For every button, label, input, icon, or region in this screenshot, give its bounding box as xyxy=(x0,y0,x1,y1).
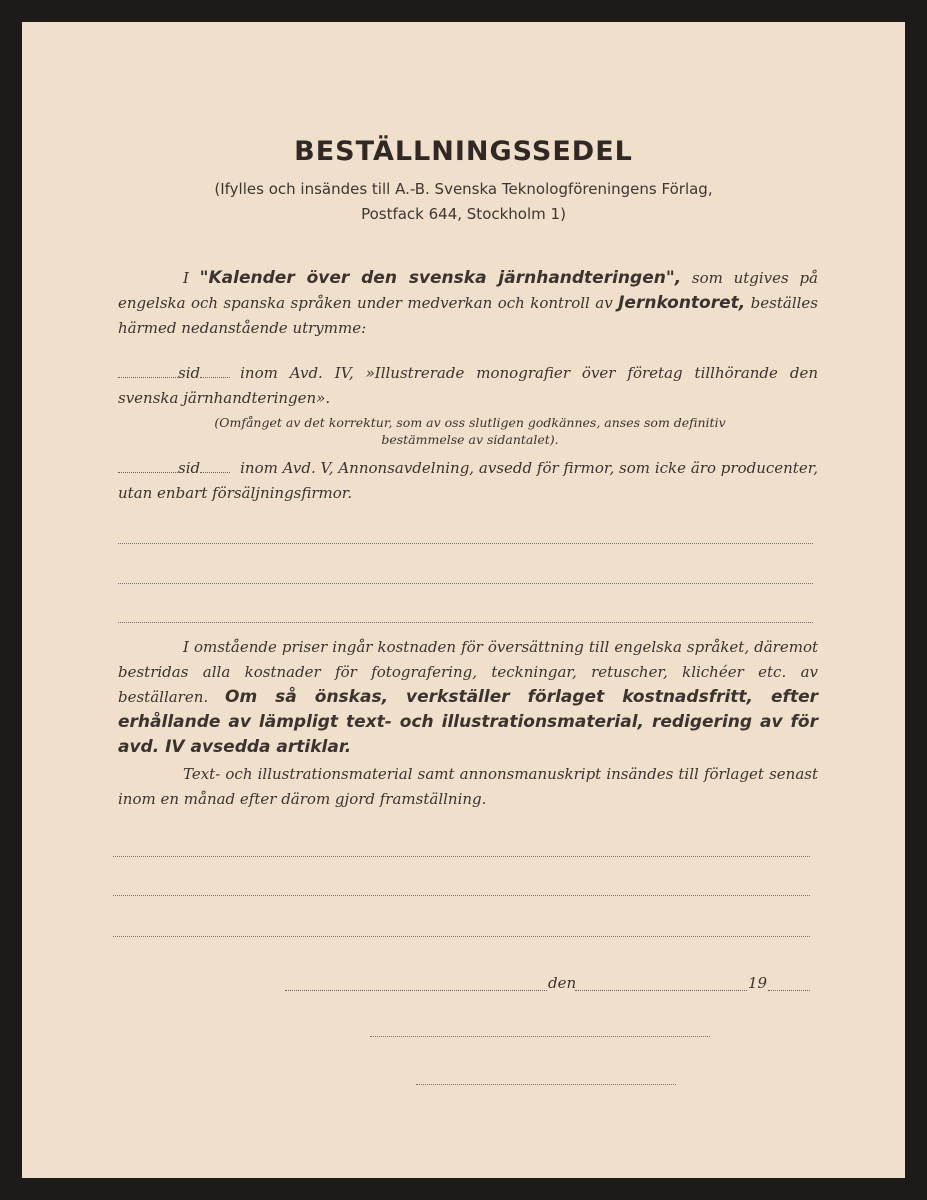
costs-paragraph xyxy=(118,635,818,760)
date-field[interactable] xyxy=(575,990,747,991)
sid-blank-avd-v[interactable] xyxy=(200,458,230,473)
deadline-text: Text- och illustrationsmaterial samt annonsmanuskript insändes till förlaget senast inom en månad efter därom gjord framställning. xyxy=(118,765,818,808)
blank-line-1[interactable] xyxy=(118,543,813,544)
signature-line-1[interactable] xyxy=(370,1036,710,1037)
form-subtitle-line1: (Ifylles och insändes till A.-B. Svenska Teknologföreningens Förlag, xyxy=(214,180,713,198)
order-item-avd-v xyxy=(118,456,818,506)
blank-line-2[interactable] xyxy=(118,583,813,584)
blank-line-6[interactable] xyxy=(113,936,810,937)
year-field[interactable] xyxy=(768,990,810,991)
form-title: BESTÄLLNINGSSEDEL xyxy=(294,136,633,167)
pages-field-avd-iv[interactable] xyxy=(118,363,178,378)
calendar-title: "Kalender över den svenska järnhandteringen", xyxy=(199,268,682,288)
signature-line-2[interactable] xyxy=(416,1084,676,1085)
year-label: 19 xyxy=(748,974,768,992)
form-subtitle-line2: Postfack 644, Stockholm 1) xyxy=(361,205,566,223)
editing-offer-text: Om så önskas, verkställer förlaget kostnadsfritt, efter erhållande av lämpligt text- och illustrationsmaterial, redigering av för avd. IV avsedda artiklar. xyxy=(118,687,818,757)
date-row xyxy=(285,974,810,996)
intro-paragraph xyxy=(118,266,818,341)
place-field[interactable] xyxy=(285,990,547,991)
costs-text: I omstående priser ingår kostnaden för översättning till engelska språket, däremot bestridas alla kostnader för fotografering, teckningar, retuscher, klichéer etc. av beställaren. xyxy=(118,638,818,706)
blank-line-3[interactable] xyxy=(118,622,813,623)
blank-line-5[interactable] xyxy=(113,895,810,896)
intro-text-part2: som utgives på engelska och spanska språken under medverkan och kontroll av xyxy=(118,269,818,312)
proof-note: (Omfånget av det korrektur, som av oss slutligen godkännes, anses som definitiv bestämmelse av sidantalet). xyxy=(214,415,726,447)
den-label: den xyxy=(548,974,577,992)
intro-text-part3: beställes härmed nedanstående utrymme: xyxy=(118,294,818,337)
order-item-avd-iv xyxy=(118,361,818,411)
sid-label-avd-iv: sid xyxy=(178,364,201,382)
avd-iv-description: inom Avd. IV, »Illustrerade monografier över företag tillhörande den svenska järnhandteringen». xyxy=(118,364,818,407)
sid-label-avd-v: sid xyxy=(178,459,201,477)
pages-field-avd-v[interactable] xyxy=(118,458,178,473)
intro-text-part1: I xyxy=(183,269,200,287)
sid-blank-avd-iv[interactable] xyxy=(200,363,230,378)
avd-v-description: inom Avd. V, Annonsavdelning, avsedd för firmor, som icke äro producenter, utan enbart försäljningsfirmor. xyxy=(118,459,818,502)
blank-line-4[interactable] xyxy=(113,856,810,857)
jernkontoret-name: Jernkontoret, xyxy=(618,293,746,313)
deadline-paragraph xyxy=(118,762,818,812)
